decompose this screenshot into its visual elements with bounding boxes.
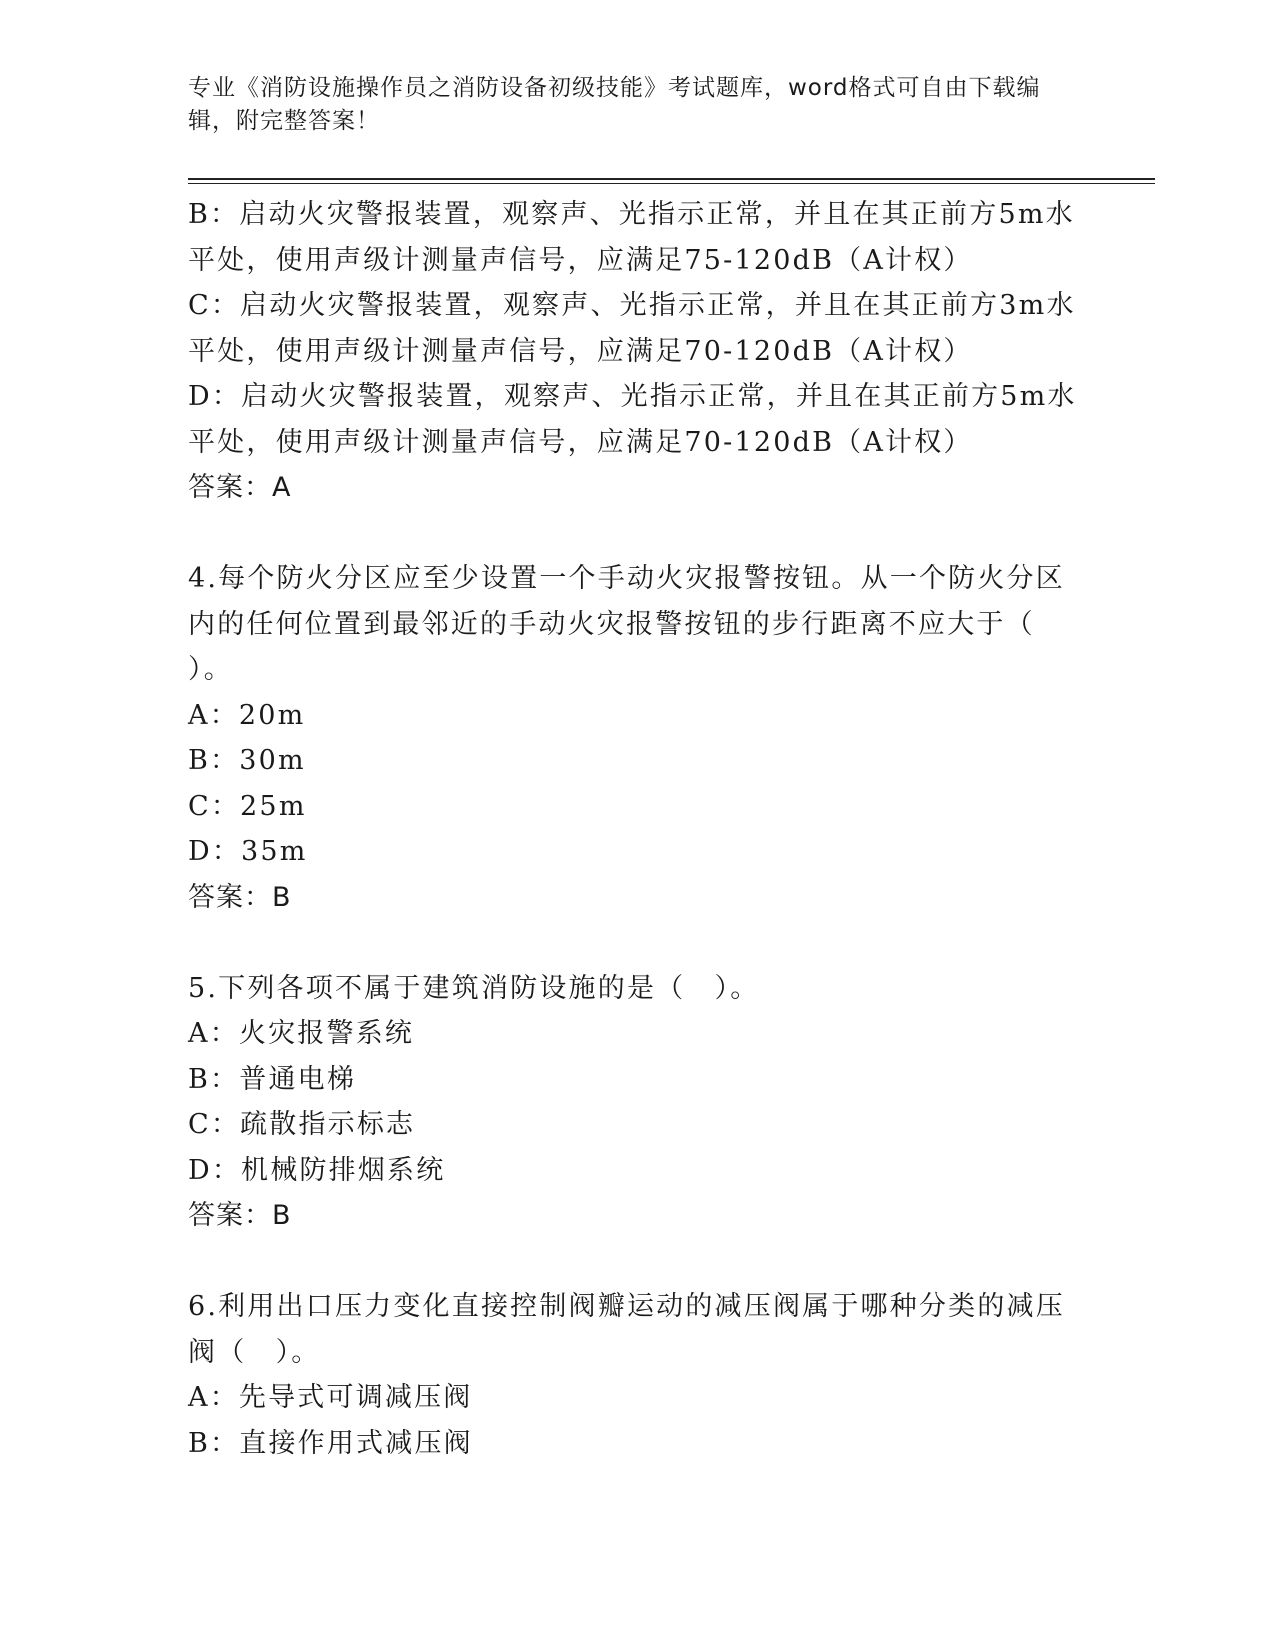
header-line-2: 辑，附完整答案！ <box>188 108 380 134</box>
question-stem-line-1: 4.每个防火分区应至少设置一个手动火灾报警按钮。从一个防火分区 <box>188 563 1065 594</box>
option-a: A：火灾报警系统 <box>188 1018 415 1049</box>
option-d-line-2: 平处，使用声级计测量声信号，应满足70-120dB（A计权） <box>188 426 973 458</box>
option-c: C：疏散指示标志 <box>188 1109 416 1140</box>
spacer <box>188 511 1068 557</box>
spacer <box>188 1239 1068 1285</box>
question-stem-line-3: ）。 <box>188 654 233 685</box>
option-d-line-1: D：启动火灾警报装置，观察声、光指示正常，并且在其正前方5m水 <box>188 381 1077 412</box>
header-line-1: 专业《消防设施操作员之消防设备初级技能》考试题库，word格式可自由下载编 <box>188 75 1041 101</box>
header-divider <box>188 178 1155 184</box>
answer-label: 答案：B <box>188 881 292 913</box>
question-4 <box>188 556 1068 920</box>
question-stem-line-2: 阀（ ）。 <box>188 1336 321 1368</box>
option-b: B：普通电梯 <box>188 1063 357 1095</box>
option-b: B：30m <box>188 745 306 776</box>
option-b-line-1: B：启动火灾警报装置，观察声、光指示正常，并且在其正前方5m水 <box>188 199 1075 230</box>
question-content <box>188 192 1077 1466</box>
document-header <box>188 72 1068 138</box>
option-b: B：直接作用式减压阀 <box>188 1427 473 1459</box>
question-stem-line-2: 内的任何位置到最邻近的手动火灾报警按钮的步行距离不应大于（ <box>188 608 1035 640</box>
option-a: A：先导式可调减压阀 <box>188 1382 473 1413</box>
question-stem-line-1: 6.利用出口压力变化直接控制阀瓣运动的减压阀属于哪种分类的减压 <box>188 1291 1065 1322</box>
question-6 <box>188 1284 1068 1466</box>
question-5 <box>188 966 1068 1239</box>
option-c-line-1: C：启动火灾警报装置，观察声、光指示正常，并且在其正前方3m水 <box>188 290 1076 321</box>
question-3-continued <box>188 192 1077 511</box>
answer-label: 答案：B <box>188 1200 292 1231</box>
option-c-line-2: 平处，使用声级计测量声信号，应满足70-120dB（A计权） <box>188 335 973 367</box>
option-b-line-2: 平处，使用声级计测量声信号，应满足75-120dB（A计权） <box>188 244 973 276</box>
option-a: A：20m <box>188 699 306 731</box>
option-d: D：机械防排烟系统 <box>188 1154 446 1186</box>
answer-label: 答案：A <box>188 472 292 503</box>
spacer <box>188 920 1068 966</box>
option-c: C：25m <box>188 790 307 822</box>
question-stem-line-1: 5.下列各项不属于建筑消防设施的是（ ）。 <box>188 972 760 1004</box>
option-d: D：35m <box>188 836 308 867</box>
